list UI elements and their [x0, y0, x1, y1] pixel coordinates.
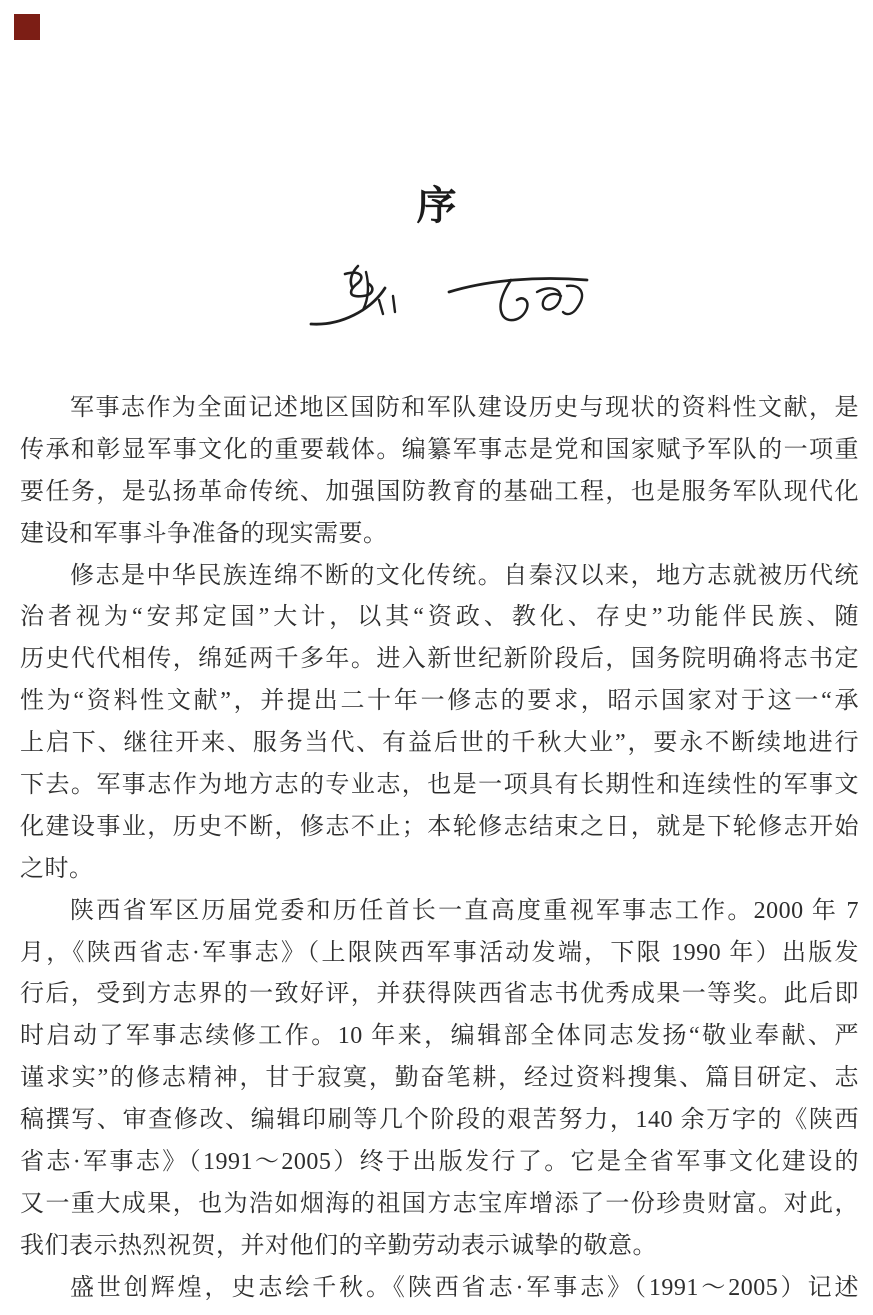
text-line: 月，《陕西省志·军事志》（上限陕西军事活动发端，下限 1990 年）出版发 — [20, 939, 859, 966]
text-line: 行后，受到方志界的一致好评，并获得陕西省志书优秀成果一等奖。此后即 — [20, 981, 859, 1008]
text-line: 又一重大成果，也为浩如烟海的祖国方志宝库增添了一份珍贵财富。对此， — [20, 1190, 859, 1217]
paragraph — [20, 1268, 859, 1310]
handwritten-signature-icon — [443, 266, 593, 328]
text-line: 盛世创辉煌，史志绘千秋。《陕西省志·军事志》（1991～2005）记述 — [70, 1274, 859, 1301]
text-line: 化建设事业，历史不断，修志不止；本轮修志结束之日，就是下轮修志开始 — [20, 813, 859, 840]
signature-2-drawing — [443, 266, 593, 328]
text-line: 性为“资料性文献”，并提出二十年一修志的要求，昭示国家对于这一“承 — [20, 688, 859, 715]
text-line: 省志·军事志》（1991～2005）终于出版发行了。它是全省军事文化建设的 — [20, 1149, 859, 1176]
paragraph — [20, 891, 859, 1268]
text-line: 治者视为“安邦定国”大计，以其“资政、教化、存史”功能伴民族、随 — [20, 604, 859, 631]
text-line: 历史代代相传，绵延两千多年。进入新世纪新阶段后，国务院明确将志书定 — [20, 646, 859, 673]
paragraph — [20, 388, 859, 556]
text-line: 时启动了军事志续修工作。10 年来，编辑部全体同志发扬“敬业奉献、严 — [20, 1023, 859, 1050]
text-line: 上启下、继往开来、服务当代、有益后世的千秋大业”，要永不断续地进行 — [20, 730, 859, 757]
paragraph — [20, 556, 859, 891]
red-square-mark — [14, 14, 40, 40]
text-line: 军事志作为全面记述地区国防和军队建设历史与现状的资料性文献，是 — [70, 395, 859, 421]
handwritten-signature-icon — [303, 260, 403, 340]
text-line: 要任务，是弘扬革命传统、加强国防教育的基础工程，也是服务军队现代化 — [20, 478, 859, 505]
body-text — [20, 388, 859, 1310]
text-line: 传承和彰显军事文化的重要载体。编纂军事志是党和国家赋予军队的一项重 — [20, 436, 859, 463]
text-line: 之时。 — [20, 855, 94, 882]
text-line: 谨求实”的修志精神，甘于寂寞，勤奋笔耕，经过资料搜集、篇目研定、志 — [20, 1065, 859, 1092]
text-line: 陕西省军区历届党委和历任首长一直高度重视军事志工作。2000 年 7 — [70, 897, 859, 924]
text-line: 我们表示热烈祝贺，并对他们的辛勤劳动表示诚挚的敬意。 — [20, 1232, 657, 1259]
page-title: 序 — [416, 183, 457, 228]
text-line: 建设和军事斗争准备的现实需要。 — [20, 520, 388, 547]
text-line: 修志是中华民族连绵不断的文化传统。自秦汉以来，地方志就被历代统 — [70, 562, 859, 589]
text-line: 稿撰写、审查修改、编辑印刷等几个阶段的艰苦努力，140 余万字的《陕西 — [20, 1107, 859, 1134]
text-line: 下去。军事志作为地方志的专业志，也是一项具有长期性和连续性的军事文 — [20, 772, 859, 799]
signature-1-drawing — [303, 260, 403, 340]
